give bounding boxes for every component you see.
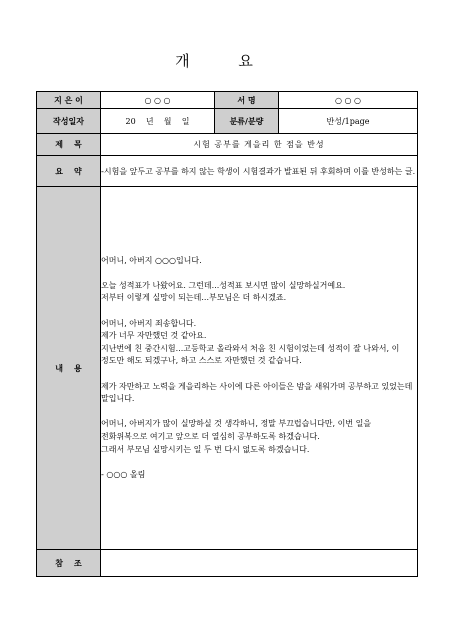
- summary-form-table: [36, 91, 418, 577]
- subject-label: 제 목: [37, 134, 101, 156]
- content-line-9: 그래서 부모님 실망시키는 일 두 번 다시 없도록 하겠습니다.: [101, 444, 310, 454]
- page-title: 개 요: [175, 52, 275, 70]
- content-line-4: 어머니, 아버지 죄송합니다.: [101, 318, 197, 328]
- subject-value: 시험 공부를 게을리 한 점을 반성: [101, 134, 418, 156]
- category-value: 반성/1page: [279, 109, 418, 134]
- signature-label: 서 명: [215, 92, 279, 109]
- content-signoff: - ○○○ 올림: [101, 469, 146, 479]
- reference-label: 참 조: [37, 550, 101, 577]
- content-line-7: 제가 자만하고 노력을 게을리하는 사이에 다른 아이들은 밤을 새워가며 공부하고 있었는데 말입니다.: [101, 381, 413, 404]
- content-line-5: 제가 너무 자만했던 것 같아요.: [101, 331, 207, 341]
- author-value: ○ ○ ○: [101, 92, 215, 109]
- subject-row: [37, 134, 418, 156]
- reference-row: [37, 550, 418, 577]
- summary-label: 요 약: [37, 156, 101, 187]
- content-line-2: 오늘 성적표가 나왔어요. 그런데...성적표 보시면 많이 실망하실거예요.: [101, 280, 346, 290]
- content-body: [101, 187, 418, 550]
- content-line-8: 어머니, 아버지가 많이 실망하실 것 생각하니, 정말 부끄럽습니다만, 이번 일을 전화위복으로 여기고 앞으로 더 열심히 공부하도록 하겠습니다.: [101, 419, 372, 441]
- content-line-6: 지난번에 친 중간시험...고등학교 올라와서 처음 친 시험이었는데 성적이 잘 나와서, 이 정도만 해도 되겠구나, 하고 스스로 자만했던 것 같습니다.: [101, 343, 400, 366]
- signature-value: ○ ○ ○: [279, 92, 418, 109]
- author-row: [37, 92, 418, 109]
- summary-row: [37, 156, 418, 187]
- content-line-1: 어머니, 아버지 ○○○입니다.: [101, 255, 202, 265]
- author-label: 지 은 이: [37, 92, 101, 109]
- date-value: 20 년 월 일: [101, 109, 215, 134]
- date-row: [37, 109, 418, 134]
- date-label: 작성일자: [37, 109, 101, 134]
- content-label: 내 용: [37, 187, 101, 550]
- content-line-3: 저부터 이렇게 실망이 되는데...부모님은 더 하시겠죠.: [101, 293, 287, 303]
- summary-value: -시험을 앞두고 공부를 하지 않는 학생이 시험결과가 발표된 뒤 후회하며 이를 반성하는 글.: [101, 156, 418, 187]
- category-label: 분류/분량: [215, 109, 279, 134]
- content-row: [37, 187, 418, 550]
- reference-value: [101, 550, 418, 577]
